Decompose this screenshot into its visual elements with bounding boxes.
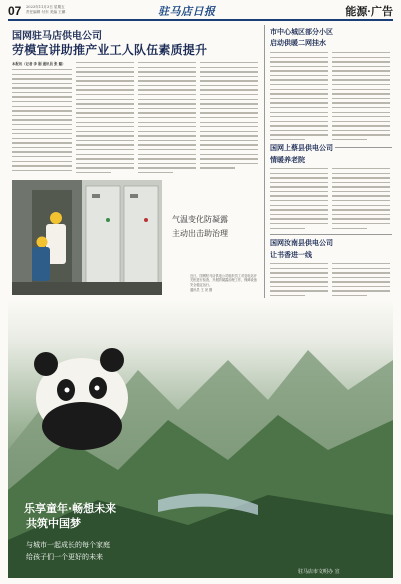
lead-article-body: [12, 62, 258, 176]
body-col-2: [76, 62, 134, 174]
newspaper-masthead: 驻马店日报: [158, 5, 216, 18]
photo-caption: 近日，国网驻马店供电公司组织员工对变电站开关柜进行检查，开展防凝露治理工作，保障设备安全稳定运行。: [190, 274, 257, 287]
right-article1-headline-line2: 启动供暖二网挂水: [270, 39, 326, 47]
panda-landscape-graphic: [8, 300, 393, 578]
ad-footer-text: 驻马店市文明办 宣: [298, 569, 340, 575]
ad-headline-line2: 共筑中国梦: [26, 517, 81, 530]
lead-photo: [12, 180, 162, 295]
header-rule: [8, 19, 393, 21]
right-article3-body-a: [270, 263, 328, 301]
lead-headline-line2: 劳模宣讲助推产业工人队伍素质提升: [12, 43, 208, 57]
right-rule-2: [270, 234, 392, 235]
right-article3-headline-line1: 国网汝南县供电公司: [270, 239, 333, 247]
right-article1-body-a: [270, 52, 328, 142]
right-article2-headline-line1: 国网上蔡县供电公司: [270, 144, 333, 152]
right-article3-headline-line2: 让书香进一线: [270, 251, 312, 259]
section-title: 能源·广告: [345, 6, 393, 18]
right-article3-body-b: [332, 263, 390, 301]
right-article2-body-a: [270, 168, 328, 232]
right-article1-body-b: [332, 52, 390, 142]
electricians-photo-graphic: [12, 180, 162, 295]
ad-headline-line1: 乐享童年·畅想未来: [24, 502, 117, 515]
ad-subtext-line1: 与城市一起成长的每个家庭: [26, 541, 110, 549]
photo-slogan-line2: 主动出击助治理: [172, 229, 228, 238]
photo-credit: 通讯员 王 尧 摄: [190, 288, 213, 292]
right-article1-headline-line1: 市中心城区部分小区: [270, 28, 333, 36]
column-divider: [264, 25, 265, 298]
right-article2-body-b: [332, 168, 390, 232]
photo-slogan-line1: 气温变化防凝露: [172, 215, 228, 224]
right-article2-headline-line2: 情暖养老院: [270, 156, 305, 164]
lead-byline: 本报讯（记者 李 刚 通讯员 张 璐）: [12, 62, 66, 66]
lead-headline-line1: 国网驻马店供电公司: [12, 31, 102, 42]
page-number: 07: [8, 4, 22, 18]
body-col-4: [200, 62, 258, 174]
ad-subtext-line2: 给孩子们一个更好的未来: [26, 553, 103, 561]
body-col-3: [138, 62, 196, 174]
body-col-1: [12, 69, 72, 173]
dateline: 2023年11月3日 星期五 责任编辑 付东 美编 王鹏: [26, 5, 66, 14]
panda-advertisement: [8, 300, 393, 578]
panda-illustration: [34, 348, 128, 450]
